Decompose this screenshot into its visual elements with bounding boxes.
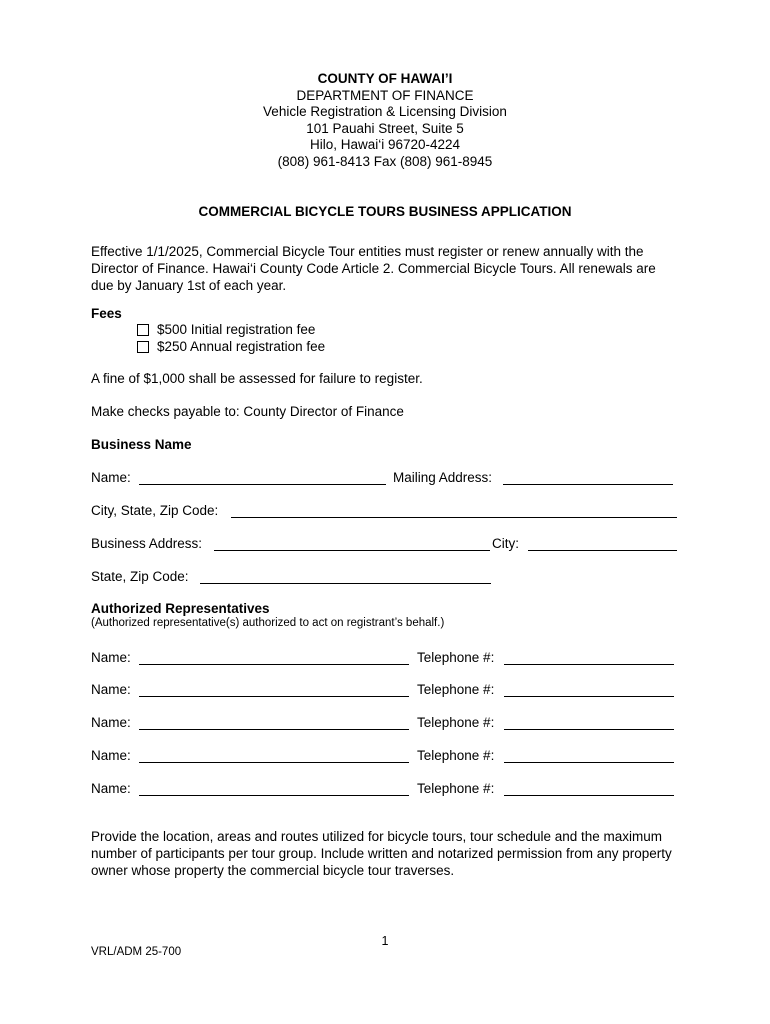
checkbox-initial-fee[interactable] bbox=[137, 324, 149, 336]
phone-fax: (808) 961-8413 Fax (808) 961-8945 bbox=[277, 153, 493, 169]
fine-notice: A fine of $1,000 shall be assessed for failure to register. bbox=[91, 371, 423, 386]
fees-heading: Fees bbox=[91, 306, 122, 321]
rep-name-label: Name: bbox=[91, 650, 131, 665]
city-field[interactable] bbox=[528, 550, 677, 551]
rep-phone-label: Telephone #: bbox=[417, 781, 495, 796]
business-address-label: Business Address: bbox=[91, 536, 203, 551]
rep-name-label: Name: bbox=[91, 781, 131, 796]
street-address: 101 Pauahi Street, Suite 5 bbox=[306, 120, 464, 136]
rep-phone-label: Telephone #: bbox=[417, 650, 495, 665]
fee-option-initial[interactable] bbox=[137, 322, 315, 337]
checkbox-annual-fee[interactable] bbox=[137, 341, 149, 353]
department-name: DEPARTMENT OF FINANCE bbox=[296, 87, 474, 103]
intro-paragraph: Effective 1/1/2025, Commercial Bicycle Tour entities must register or renew annually with the Director of Finance. Hawai‘i County Code Article 2. Commercial Bicycle Tours. All renewals are due by January 1st of each year. bbox=[91, 244, 656, 293]
business-name-label: Name: bbox=[91, 470, 131, 485]
rep-phone-field-4[interactable] bbox=[504, 762, 674, 763]
rep-phone-field-1[interactable] bbox=[504, 664, 674, 665]
page-number: 1 bbox=[381, 934, 389, 948]
rep-phone-label: Telephone #: bbox=[417, 682, 495, 697]
rep-name-field-2[interactable] bbox=[139, 696, 409, 697]
rep-phone-field-5[interactable] bbox=[504, 795, 674, 796]
rep-phone-label: Telephone #: bbox=[417, 715, 495, 730]
fee-option-annual[interactable] bbox=[137, 339, 325, 354]
rep-name-field-5[interactable] bbox=[139, 795, 409, 796]
form-title: COMMERCIAL BICYCLE TOURS BUSINESS APPLICATION bbox=[198, 204, 572, 219]
division-name: Vehicle Registration & Licensing Division bbox=[263, 104, 507, 119]
fee-option-annual-label: $250 Annual registration fee bbox=[157, 339, 326, 354]
payable-notice: Make checks payable to: County Director of Finance bbox=[91, 404, 404, 419]
rep-name-field-4[interactable] bbox=[139, 762, 409, 763]
letterhead bbox=[0, 71, 770, 170]
city-address: Hilo, Hawai‘i 96720-4224 bbox=[309, 137, 461, 152]
state-zip-field[interactable] bbox=[200, 583, 491, 584]
representative-row bbox=[91, 781, 677, 799]
rep-phone-field-2[interactable] bbox=[504, 696, 674, 697]
business-name-field[interactable] bbox=[139, 484, 386, 485]
state-zip-row bbox=[91, 569, 677, 587]
rep-phone-field-3[interactable] bbox=[504, 729, 674, 730]
fee-option-initial-label: $500 Initial registration fee bbox=[157, 322, 316, 337]
representatives-heading: Authorized Representatives bbox=[91, 601, 270, 616]
business-heading: Business Name bbox=[91, 437, 192, 452]
business-address-field[interactable] bbox=[214, 550, 490, 551]
business-address-row bbox=[91, 536, 677, 554]
representative-row bbox=[91, 715, 677, 733]
representative-row bbox=[91, 650, 677, 668]
city-label: City: bbox=[492, 536, 519, 551]
rep-name-field-1[interactable] bbox=[139, 664, 409, 665]
mailing-address-label: Mailing Address: bbox=[393, 470, 493, 485]
state-zip-label: State, Zip Code: bbox=[91, 569, 189, 584]
representative-row bbox=[91, 682, 677, 700]
city-state-zip-field[interactable] bbox=[231, 517, 677, 518]
representatives-note: (Authorized representative(s) authorized to act on registrant’s behalf.) bbox=[91, 617, 445, 629]
mailing-address-field[interactable] bbox=[503, 484, 673, 485]
city-state-zip-row bbox=[91, 503, 677, 521]
routes-instructions: Provide the location, areas and routes utilized for bicycle tours, tour schedule and the maximum number of participants per tour group. Include written and notarized permission from any property owner whose property the commercial bicycle tour traverses. bbox=[91, 829, 672, 878]
rep-name-field-3[interactable] bbox=[139, 729, 409, 730]
county-name: COUNTY OF HAWAI’I bbox=[317, 71, 453, 86]
business-name-row bbox=[91, 470, 677, 488]
representative-row bbox=[91, 748, 677, 766]
form-code: VRL/ADM 25-700 bbox=[91, 946, 182, 958]
rep-name-label: Name: bbox=[91, 682, 131, 697]
rep-name-label: Name: bbox=[91, 715, 131, 730]
city-state-zip-label: City, State, Zip Code: bbox=[91, 503, 219, 518]
rep-phone-label: Telephone #: bbox=[417, 748, 495, 763]
rep-name-label: Name: bbox=[91, 748, 131, 763]
